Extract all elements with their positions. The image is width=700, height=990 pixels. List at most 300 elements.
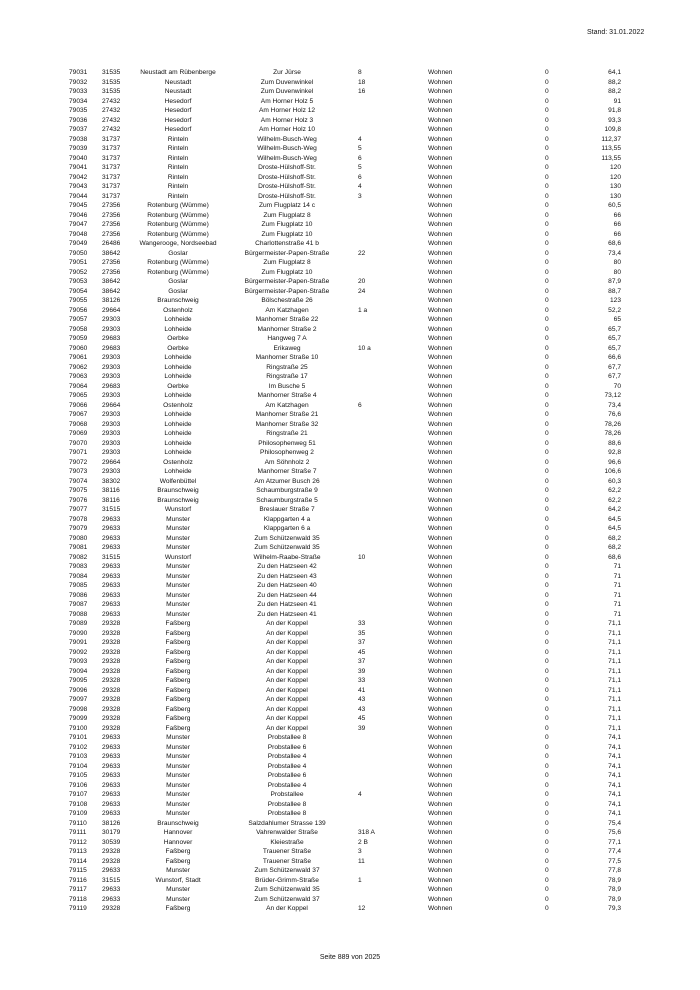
- usage-type-cell: Wohnen: [428, 325, 453, 333]
- street-cell: Zum Schützenwald 35: [254, 886, 320, 893]
- area-value-cell: 71,1: [608, 620, 621, 627]
- count-cell: 0: [545, 601, 549, 608]
- city-cell: Munster: [166, 810, 190, 817]
- usage-type-cell: Wohnen: [428, 582, 453, 589]
- area-value-cell: 71,1: [608, 696, 621, 703]
- usage-type-cell: Wohnen: [428, 439, 453, 447]
- entry-id-cell: 79063: [69, 373, 88, 380]
- postal-code-cell: 29328: [102, 715, 121, 722]
- city-cell: Neustadt: [164, 88, 192, 95]
- street-cell: An der Koppel: [266, 677, 308, 684]
- area-value-cell: 87,9: [608, 278, 621, 285]
- street-cell: Zum Flugplatz 10: [261, 221, 313, 228]
- house-number-cell: 39: [358, 667, 366, 675]
- postal-code-cell: 29633: [102, 563, 121, 570]
- street-cell: Zur Jürse: [273, 69, 301, 76]
- entry-id-cell: 79036: [69, 116, 88, 124]
- postal-code-cell: 31535: [102, 88, 121, 95]
- street-cell: Manhorner Straße 2: [257, 325, 317, 333]
- street-cell: Probstallee 6: [267, 743, 307, 751]
- area-value-cell: 80: [613, 268, 621, 276]
- area-value-cell: 91,8: [608, 107, 621, 114]
- entry-id-cell: 79119: [69, 905, 87, 912]
- street-cell: Breslauer Straße 7: [259, 506, 315, 513]
- house-number-cell: 37: [358, 639, 366, 646]
- street-cell: Hangweg 7 A: [267, 335, 307, 342]
- entry-id-cell: 79033: [69, 88, 88, 95]
- usage-type-cell: Wohnen: [428, 658, 453, 665]
- city-cell: Munster: [166, 525, 190, 532]
- entry-id-cell: 79067: [69, 411, 88, 418]
- city-cell: Lohheide: [164, 325, 192, 333]
- city-cell: Hesedorf: [164, 116, 192, 124]
- city-cell: Braunschweig: [157, 297, 199, 304]
- city-cell: Munster: [166, 886, 190, 893]
- table-row: [0, 87, 700, 97]
- count-cell: 0: [545, 867, 549, 874]
- table-row: [0, 448, 700, 458]
- area-value-cell: 66: [613, 221, 621, 228]
- city-cell: Munster: [166, 895, 190, 903]
- entry-id-cell: 79097: [69, 696, 88, 703]
- city-cell: Rinteln: [167, 192, 189, 200]
- area-value-cell: 74,1: [608, 753, 621, 760]
- house-number-cell: 33: [358, 677, 366, 684]
- city-cell: Faßberg: [165, 715, 191, 722]
- postal-code-cell: 29303: [102, 430, 121, 437]
- count-cell: 0: [545, 705, 549, 713]
- usage-type-cell: Wohnen: [428, 97, 453, 105]
- entry-id-cell: 79032: [69, 78, 88, 86]
- postal-code-cell: 29303: [102, 354, 121, 361]
- count-cell: 0: [545, 373, 549, 380]
- street-cell: Am Horner Holz 10: [258, 126, 316, 133]
- street-cell: Probstallee 6: [267, 772, 307, 779]
- city-cell: Rinteln: [167, 154, 189, 162]
- count-cell: 0: [545, 658, 549, 665]
- street-cell: Charlottenstraße 41 b: [255, 240, 319, 247]
- count-cell: 0: [545, 886, 549, 893]
- city-cell: Ostenholz: [163, 458, 193, 466]
- count-cell: 0: [545, 240, 549, 247]
- table-row: [0, 733, 700, 743]
- entry-id-cell: 79110: [69, 819, 87, 827]
- street-cell: An der Koppel: [266, 686, 308, 694]
- postal-code-cell: 27432: [102, 116, 121, 124]
- count-cell: 0: [545, 772, 549, 779]
- usage-type-cell: Wohnen: [428, 886, 453, 893]
- count-cell: 0: [545, 895, 549, 903]
- entry-id-cell: 79072: [69, 458, 88, 466]
- city-cell: Munster: [166, 515, 190, 523]
- house-number-cell: 45: [358, 648, 366, 656]
- city-cell: Munster: [166, 534, 190, 542]
- entry-id-cell: 79064: [69, 382, 88, 390]
- entry-id-cell: 79061: [69, 354, 88, 361]
- usage-type-cell: Wohnen: [428, 610, 453, 618]
- table-row: [0, 505, 700, 515]
- usage-type-cell: Wohnen: [428, 819, 453, 827]
- table-row: [0, 790, 700, 800]
- postal-code-cell: 29303: [102, 316, 121, 323]
- usage-type-cell: Wohnen: [428, 211, 453, 219]
- street-cell: Zum Flugplatz 10: [261, 230, 313, 238]
- entry-id-cell: 79091: [69, 639, 88, 646]
- count-cell: 0: [545, 164, 549, 171]
- table-row: [0, 401, 700, 411]
- area-value-cell: 123: [609, 297, 621, 304]
- count-cell: 0: [545, 230, 549, 238]
- entry-id-cell: 79105: [69, 772, 88, 779]
- entry-id-cell: 79113: [69, 848, 87, 855]
- postal-code-cell: 29303: [102, 468, 121, 475]
- street-cell: Am Söhnholz 2: [264, 458, 310, 466]
- street-cell: Vahrenwalder Straße: [256, 829, 318, 836]
- entry-id-cell: 79050: [69, 249, 88, 257]
- postal-code-cell: 29328: [102, 905, 121, 912]
- area-value-cell: 62,2: [608, 496, 621, 504]
- table-row: [0, 619, 700, 629]
- house-number-cell: 1: [358, 876, 362, 884]
- city-cell: Hesedorf: [164, 107, 192, 114]
- count-cell: 0: [545, 553, 549, 561]
- usage-type-cell: Wohnen: [428, 145, 453, 152]
- entry-id-cell: 79047: [69, 221, 88, 228]
- city-cell: Wunstorf, Stadt: [155, 876, 201, 884]
- usage-type-cell: Wohnen: [428, 268, 453, 276]
- city-cell: Rotenburg (Wümme): [147, 211, 209, 219]
- area-value-cell: 71,1: [608, 658, 621, 665]
- area-value-cell: 71,1: [608, 715, 621, 722]
- postal-code-cell: 31737: [102, 145, 121, 152]
- area-value-cell: 67,7: [608, 363, 621, 371]
- usage-type-cell: Wohnen: [428, 762, 453, 770]
- street-cell: Erikaweg: [273, 344, 301, 352]
- usage-type-cell: Wohnen: [428, 107, 453, 114]
- usage-type-cell: Wohnen: [428, 126, 453, 133]
- street-cell: Probstallee 4: [267, 762, 307, 770]
- postal-code-cell: 27432: [102, 107, 121, 114]
- postal-code-cell: 31515: [102, 553, 121, 561]
- entry-id-cell: 79057: [69, 316, 88, 323]
- street-cell: Zu den Hatzseen 41: [257, 610, 317, 618]
- area-value-cell: 74,1: [608, 734, 621, 741]
- area-value-cell: 96,6: [608, 458, 621, 466]
- street-cell: Manhorner Straße 32: [255, 420, 319, 428]
- usage-type-cell: Wohnen: [428, 496, 453, 504]
- area-value-cell: 74,1: [608, 810, 621, 817]
- area-value-cell: 75,6: [608, 829, 621, 836]
- city-cell: Munster: [166, 610, 190, 618]
- postal-code-cell: 31737: [102, 192, 121, 200]
- postal-code-cell: 29303: [102, 373, 121, 380]
- area-value-cell: 71,1: [608, 686, 621, 694]
- city-cell: Munster: [166, 572, 190, 580]
- street-cell: Klappgarten 4 a: [263, 515, 311, 523]
- postal-code-cell: 31515: [102, 506, 121, 513]
- postal-code-cell: 27432: [102, 126, 121, 133]
- entry-id-cell: 79075: [69, 487, 88, 494]
- city-cell: Hannover: [163, 838, 193, 846]
- count-cell: 0: [545, 287, 549, 295]
- postal-code-cell: 29633: [102, 601, 121, 608]
- area-value-cell: 71,1: [608, 724, 621, 732]
- entry-id-cell: 79031: [69, 69, 88, 76]
- usage-type-cell: Wohnen: [428, 335, 453, 342]
- postal-code-cell: 29633: [102, 753, 121, 760]
- entry-id-cell: 79094: [69, 667, 88, 675]
- entry-id-cell: 79089: [69, 620, 88, 627]
- usage-type-cell: Wohnen: [428, 667, 453, 675]
- entry-id-cell: 79049: [69, 240, 88, 247]
- street-cell: Wilhelm-Busch-Weg: [257, 135, 317, 143]
- area-value-cell: 78,9: [608, 876, 621, 884]
- area-value-cell: 75,4: [608, 819, 621, 827]
- usage-type-cell: Wohnen: [428, 876, 453, 884]
- postal-code-cell: 29633: [102, 800, 121, 808]
- table-row: [0, 524, 700, 534]
- entry-id-cell: 79040: [69, 154, 88, 162]
- count-cell: 0: [545, 458, 549, 466]
- usage-type-cell: Wohnen: [428, 411, 453, 418]
- table-row: [0, 296, 700, 306]
- city-cell: Wangerooge, Nordseebad: [139, 240, 217, 247]
- house-number-cell: 3: [358, 192, 362, 200]
- count-cell: 0: [545, 800, 549, 808]
- table-row: [0, 648, 700, 658]
- postal-code-cell: 38642: [102, 287, 121, 295]
- table-row: [0, 610, 700, 620]
- count-cell: 0: [545, 715, 549, 722]
- entry-id-cell: 79100: [69, 724, 88, 732]
- city-cell: Munster: [166, 601, 190, 608]
- postal-code-cell: 29683: [102, 382, 121, 390]
- area-value-cell: 77,4: [608, 848, 621, 855]
- city-cell: Munster: [166, 781, 190, 789]
- street-cell: Probstallee 4: [267, 753, 307, 760]
- table-row: [0, 277, 700, 287]
- city-cell: Goslar: [168, 287, 188, 295]
- usage-type-cell: Wohnen: [428, 753, 453, 760]
- usage-type-cell: Wohnen: [428, 686, 453, 694]
- street-cell: Klappgarten 6 a: [263, 525, 311, 532]
- street-cell: Zum Duvenwinkel: [260, 88, 314, 95]
- entry-id-cell: 79111: [69, 829, 87, 836]
- street-cell: Philosophenweg 2: [260, 449, 314, 456]
- area-value-cell: 92,8: [608, 449, 621, 456]
- city-cell: Rotenburg (Wümme): [147, 230, 209, 238]
- city-cell: Rotenburg (Wümme): [147, 202, 209, 209]
- postal-code-cell: 29328: [102, 686, 121, 694]
- street-cell: An der Koppel: [266, 648, 308, 656]
- city-cell: Faßberg: [165, 629, 191, 637]
- house-number-cell: 8: [358, 69, 362, 76]
- count-cell: 0: [545, 154, 549, 162]
- postal-code-cell: 29328: [102, 677, 121, 684]
- postal-code-cell: 29633: [102, 572, 121, 580]
- city-cell: Oerbke: [167, 335, 189, 342]
- postal-code-cell: 38126: [102, 297, 121, 304]
- usage-type-cell: Wohnen: [428, 88, 453, 95]
- table-row: [0, 230, 700, 240]
- usage-type-cell: Wohnen: [428, 278, 453, 285]
- count-cell: 0: [545, 677, 549, 684]
- area-value-cell: 73,4: [608, 249, 621, 257]
- table-row: [0, 876, 700, 886]
- entry-id-cell: 79066: [69, 401, 88, 409]
- entry-id-cell: 79102: [69, 743, 88, 751]
- street-cell: Am Horner Holz 3: [260, 116, 314, 124]
- city-cell: Faßberg: [165, 686, 191, 694]
- area-value-cell: 66: [613, 230, 621, 238]
- table-row: [0, 638, 700, 648]
- postal-code-cell: 31737: [102, 164, 121, 171]
- table-row: [0, 325, 700, 335]
- table-row: [0, 667, 700, 677]
- count-cell: 0: [545, 753, 549, 760]
- city-cell: Braunschweig: [157, 487, 199, 494]
- postal-code-cell: 29633: [102, 895, 121, 903]
- postal-code-cell: 29633: [102, 791, 121, 798]
- table-row: [0, 714, 700, 724]
- usage-type-cell: Wohnen: [428, 401, 453, 409]
- area-value-cell: 74,1: [608, 791, 621, 798]
- usage-type-cell: Wohnen: [428, 173, 453, 181]
- house-number-cell: 6: [358, 173, 362, 181]
- table-row: [0, 809, 700, 819]
- usage-type-cell: Wohnen: [428, 306, 453, 314]
- usage-type-cell: Wohnen: [428, 648, 453, 656]
- table-row: [0, 420, 700, 430]
- count-cell: 0: [545, 762, 549, 770]
- table-row: [0, 534, 700, 544]
- area-value-cell: 52,2: [608, 306, 621, 314]
- city-cell: Rinteln: [167, 135, 189, 143]
- street-cell: Zum Schützenwald 35: [254, 544, 320, 551]
- table-row: [0, 163, 700, 173]
- house-number-cell: 5: [358, 164, 362, 171]
- usage-type-cell: Wohnen: [428, 221, 453, 228]
- table-row: [0, 458, 700, 468]
- city-cell: Rotenburg (Wümme): [147, 221, 209, 228]
- count-cell: 0: [545, 468, 549, 475]
- usage-type-cell: Wohnen: [428, 544, 453, 551]
- city-cell: Lohheide: [164, 420, 192, 428]
- table-row: [0, 800, 700, 810]
- entry-id-cell: 79092: [69, 648, 88, 656]
- count-cell: 0: [545, 135, 549, 143]
- postal-code-cell: 29303: [102, 420, 121, 428]
- city-cell: Faßberg: [165, 696, 191, 703]
- entry-id-cell: 79087: [69, 601, 88, 608]
- city-cell: Lohheide: [164, 354, 192, 361]
- usage-type-cell: Wohnen: [428, 696, 453, 703]
- count-cell: 0: [545, 743, 549, 751]
- area-value-cell: 71,1: [608, 667, 621, 675]
- postal-code-cell: 29683: [102, 344, 121, 352]
- usage-type-cell: Wohnen: [428, 800, 453, 808]
- area-value-cell: 64,2: [608, 506, 621, 513]
- city-cell: Lohheide: [164, 411, 192, 418]
- city-cell: Faßberg: [165, 648, 191, 656]
- entry-id-cell: 79118: [69, 895, 87, 903]
- area-value-cell: 88,2: [608, 78, 621, 86]
- street-cell: Zum Flugplatz 8: [263, 211, 311, 219]
- entry-id-cell: 79034: [69, 97, 88, 105]
- city-cell: Hesedorf: [164, 126, 192, 133]
- usage-type-cell: Wohnen: [428, 772, 453, 779]
- city-cell: Munster: [166, 563, 190, 570]
- house-number-cell: 4: [358, 135, 362, 143]
- count-cell: 0: [545, 316, 549, 323]
- usage-type-cell: Wohnen: [428, 677, 453, 684]
- street-cell: Salzdahlumer Strasse 139: [248, 819, 326, 827]
- city-cell: Munster: [166, 867, 190, 874]
- street-cell: An der Koppel: [266, 905, 308, 912]
- house-number-cell: 37: [358, 658, 366, 665]
- street-cell: An der Koppel: [266, 620, 308, 627]
- usage-type-cell: Wohnen: [428, 116, 453, 124]
- entry-id-cell: 79051: [69, 259, 88, 266]
- count-cell: 0: [545, 819, 549, 827]
- house-number-cell: 6: [358, 401, 362, 409]
- entry-id-cell: 79086: [69, 591, 88, 599]
- usage-type-cell: Wohnen: [428, 468, 453, 475]
- usage-type-cell: Wohnen: [428, 629, 453, 637]
- area-value-cell: 64,5: [608, 515, 621, 523]
- count-cell: 0: [545, 582, 549, 589]
- city-cell: Braunschweig: [157, 496, 199, 504]
- count-cell: 0: [545, 544, 549, 551]
- count-cell: 0: [545, 183, 549, 190]
- usage-type-cell: Wohnen: [428, 572, 453, 580]
- entry-id-cell: 79090: [69, 629, 88, 637]
- area-value-cell: 80: [613, 259, 621, 266]
- city-cell: Wolfenbüttel: [159, 477, 197, 485]
- area-value-cell: 68,2: [608, 534, 621, 542]
- postal-code-cell: 29633: [102, 534, 121, 542]
- table-row: [0, 553, 700, 563]
- house-number-cell: 3: [358, 848, 362, 855]
- count-cell: 0: [545, 411, 549, 418]
- city-cell: Lohheide: [164, 363, 192, 371]
- entry-id-cell: 79101: [69, 734, 88, 741]
- table-row: [0, 695, 700, 705]
- count-cell: 0: [545, 696, 549, 703]
- city-cell: Rotenburg (Wümme): [147, 259, 209, 266]
- usage-type-cell: Wohnen: [428, 705, 453, 713]
- entry-id-cell: 79085: [69, 582, 88, 589]
- street-cell: Probstallee: [270, 791, 304, 798]
- count-cell: 0: [545, 563, 549, 570]
- usage-type-cell: Wohnen: [428, 515, 453, 523]
- postal-code-cell: 30539: [102, 838, 121, 846]
- street-cell: Probstallee 4: [267, 781, 307, 789]
- usage-type-cell: Wohnen: [428, 639, 453, 646]
- count-cell: 0: [545, 401, 549, 409]
- city-cell: Oerbke: [167, 344, 189, 352]
- table-row: [0, 581, 700, 591]
- area-value-cell: 71: [613, 610, 621, 618]
- entry-id-cell: 79095: [69, 677, 88, 684]
- area-value-cell: 68,6: [608, 240, 621, 247]
- entry-id-cell: 79099: [69, 715, 88, 722]
- area-value-cell: 62,2: [608, 487, 621, 494]
- table-row: [0, 239, 700, 249]
- postal-code-cell: 29328: [102, 848, 121, 855]
- postal-code-cell: 29328: [102, 696, 121, 703]
- usage-type-cell: Wohnen: [428, 202, 453, 209]
